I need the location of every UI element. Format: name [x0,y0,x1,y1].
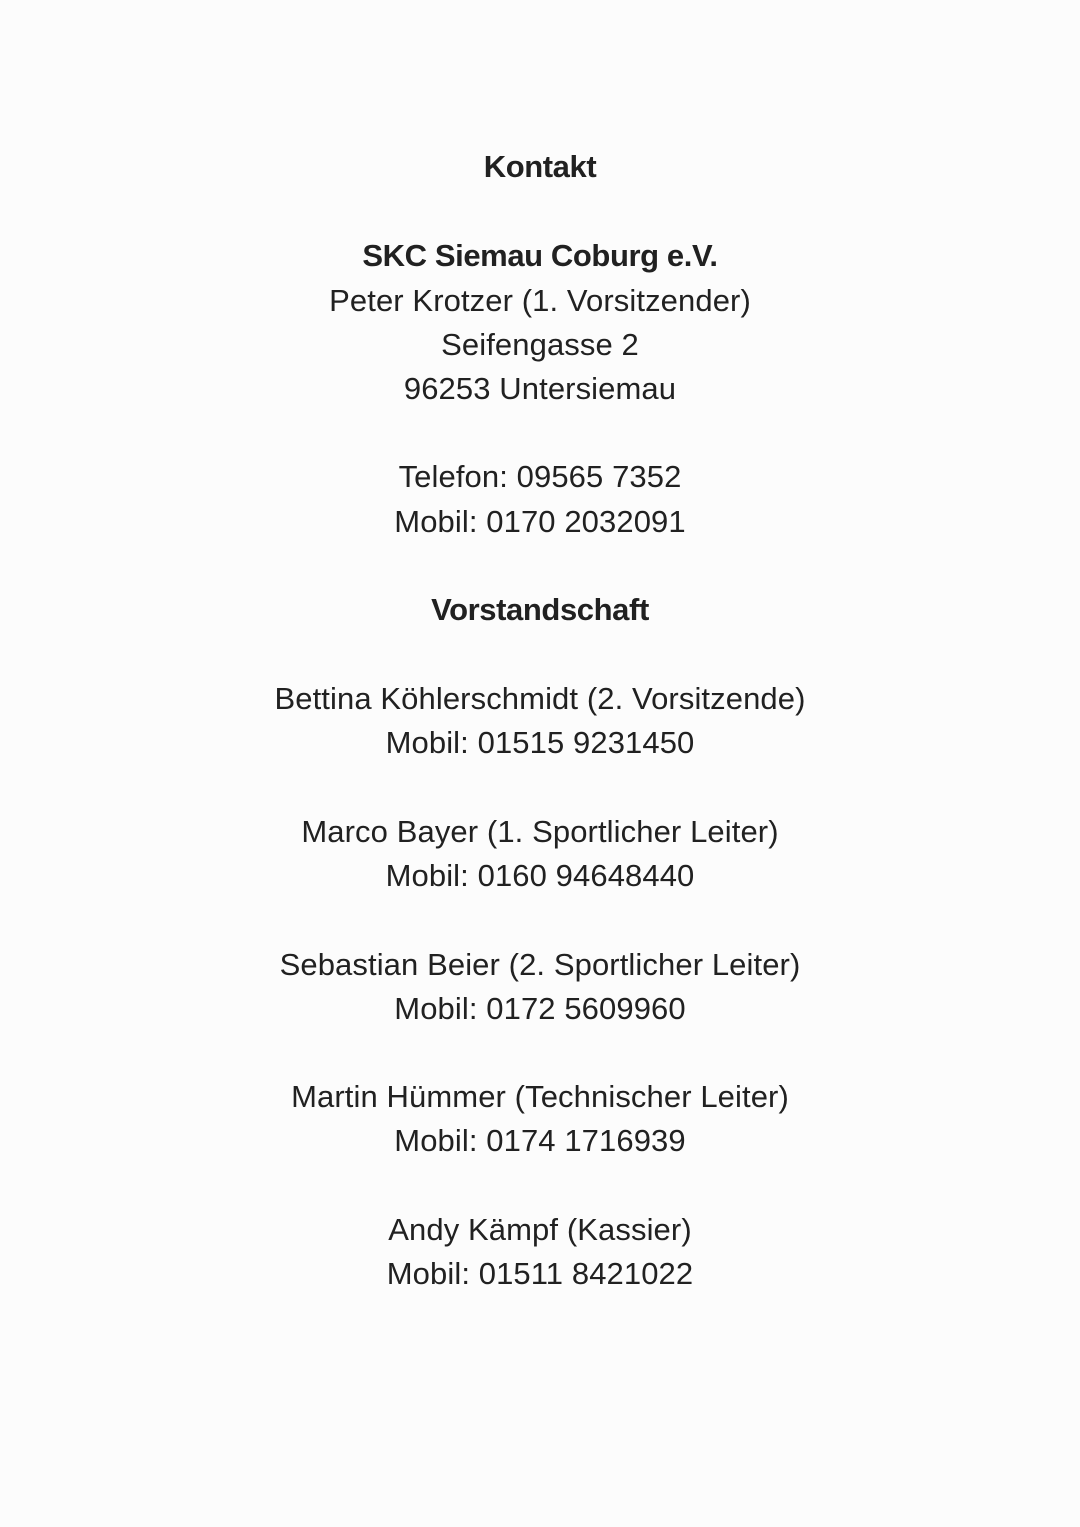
address-city: 96253 Untersiemau [403,371,677,406]
board-member-mobile[interactable]: Mobil: 0160 94648440 [385,858,695,893]
contact-heading: Kontakt [483,149,597,184]
board-member-name: Martin Hümmer (Technischer Leiter) [291,1079,789,1114]
club-name: SKC Siemau Coburg e.V. [362,238,718,273]
board-member-mobile[interactable]: Mobil: 01515 9231450 [385,725,695,760]
board-member-mobile[interactable]: Mobil: 01511 8421022 [386,1256,694,1291]
board-member-mobile[interactable]: Mobil: 0172 5609960 [394,991,686,1026]
board-heading: Vorstandschaft [431,592,649,627]
address-street: Seifengasse 2 [441,327,639,362]
chairman-name: Peter Krotzer (1. Vorsitzender) [329,283,751,318]
phone-number[interactable]: Telefon: 09565 7352 [398,459,682,494]
mobile-number[interactable]: Mobil: 0170 2032091 [394,504,686,539]
board-member-mobile[interactable]: Mobil: 0174 1716939 [394,1123,686,1158]
board-member-name: Sebastian Beier (2. Sportlicher Leiter) [279,947,801,982]
board-member-name: Bettina Köhlerschmidt (2. Vorsitzende) [274,681,806,716]
board-member-name: Andy Kämpf (Kassier) [388,1212,692,1247]
board-member-name: Marco Bayer (1. Sportlicher Leiter) [301,814,779,849]
